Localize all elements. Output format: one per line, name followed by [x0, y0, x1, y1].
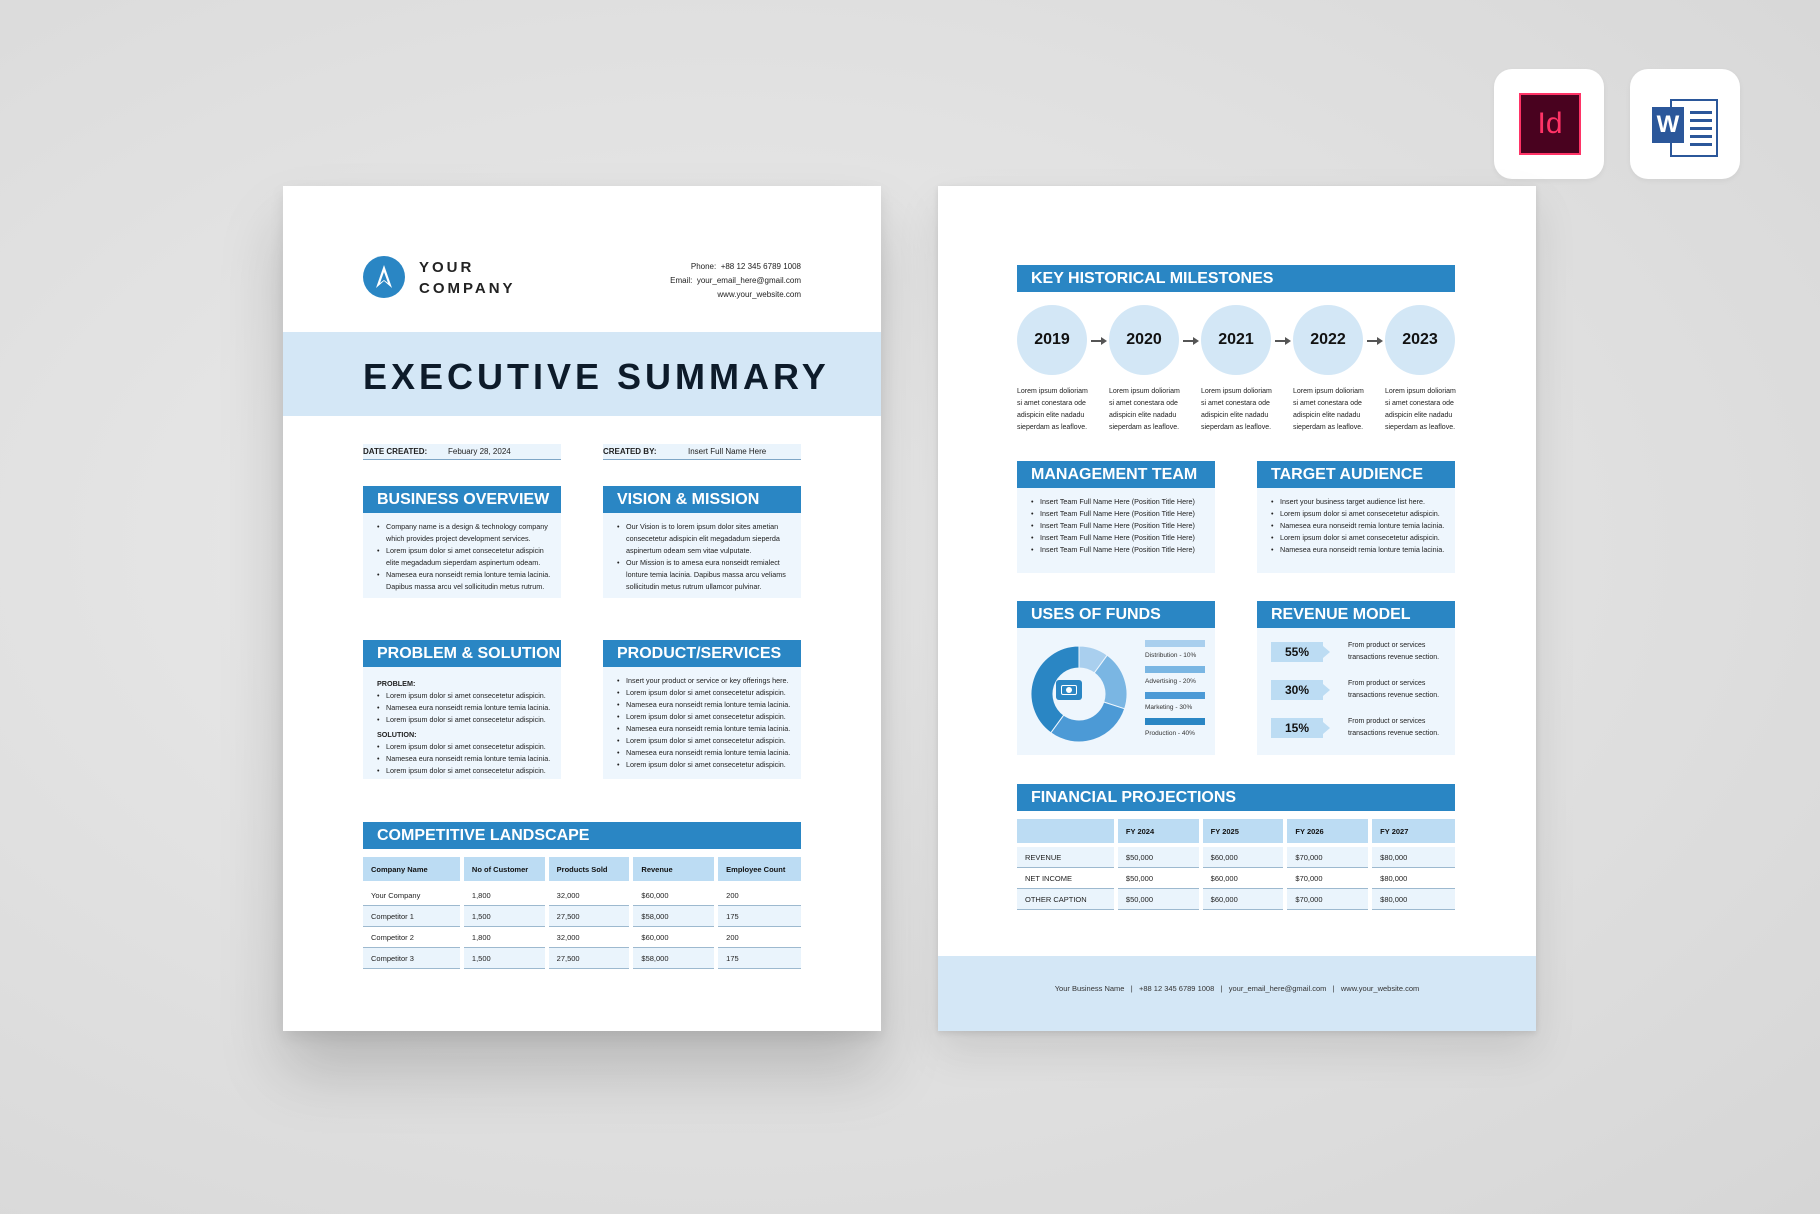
table-cell: 175 — [718, 948, 801, 969]
list-item: • Namesea eura nonseidt remia lonture temia lacinia. — [617, 747, 793, 759]
revenue-text — [1348, 678, 1448, 702]
revenue-percent-tag: 15% — [1271, 718, 1323, 738]
revenue-text-line: From product or services — [1348, 642, 1426, 649]
date-created-label: DATE CREATED: — [363, 447, 428, 456]
table-cell: 175 — [718, 906, 801, 927]
milestone-year: 2023 — [1385, 305, 1455, 375]
list-item: • Lorem ipsum dolor si amet consecetetur adispicin. — [377, 765, 553, 777]
column-header: Employee Count — [718, 857, 801, 881]
table-cell: 27,500 — [549, 906, 630, 927]
table-cell: $50,000 — [1118, 889, 1199, 910]
list-item: • Insert Team Full Name Here (Position Title Here) — [1031, 544, 1207, 556]
revenue-text-line: transactions revenue section. — [1348, 692, 1440, 699]
milestone-text — [1017, 386, 1091, 434]
funds-legend-bar — [1145, 718, 1205, 725]
milestone-year: 2019 — [1017, 305, 1087, 375]
compass-icon — [374, 264, 394, 290]
table-cell: REVENUE — [1017, 847, 1114, 868]
table-cell: 200 — [718, 927, 801, 948]
table-cell: 1,800 — [464, 927, 545, 948]
uses-of-funds-body — [1017, 628, 1215, 755]
table-cell: $60,000 — [633, 927, 714, 948]
table-cell: 1,800 — [464, 885, 545, 906]
list-item: • Company name is a design & technology company which provides project development services. — [377, 521, 551, 545]
company-name-line1: YOUR — [419, 259, 475, 276]
list-item: • Namesea eura nonseidt remia lonture temia lacinia. Dapibus massa arcu vel sollicitudin metus rutrum. — [377, 569, 551, 593]
column-header: FY 2025 — [1203, 819, 1284, 843]
milestone-text-line: Lorem ipsum dolioriam — [1017, 388, 1088, 395]
list-item: • Lorem ipsum dolor si amet consecetetur adispicin elite megadadum sieperdam aspinertum odeam. — [377, 545, 551, 569]
product-services-heading: PRODUCT/SERVICES — [603, 640, 801, 667]
table-row — [363, 885, 801, 906]
column-header: FY 2027 — [1372, 819, 1455, 843]
money-icon — [1056, 680, 1082, 700]
table-cell: $80,000 — [1372, 847, 1455, 868]
word-label: W — [1652, 107, 1684, 143]
page-details — [938, 186, 1536, 1031]
arrow-right-icon — [1183, 340, 1195, 342]
table-cell: $50,000 — [1118, 868, 1199, 889]
vision-mission-body — [603, 513, 801, 598]
milestone-text-line: si amet conestara ode — [1109, 400, 1178, 407]
milestones-heading: KEY HISTORICAL MILESTONES — [1017, 265, 1455, 292]
table-cell: $50,000 — [1118, 847, 1199, 868]
list-item: • Lorem ipsum dolor si amet consecetetur adispicin. — [617, 687, 793, 699]
table-cell: $60,000 — [1203, 868, 1284, 889]
management-team-heading: MANAGEMENT TEAM — [1017, 461, 1215, 488]
milestone-text-line: adispicin elite nadadu — [1017, 412, 1085, 419]
created-by-value: Insert Full Name Here — [688, 447, 767, 456]
list-item: • Insert your business target audience list here. — [1271, 496, 1449, 508]
column-header — [1017, 819, 1114, 843]
column-header: Products Sold — [549, 857, 630, 881]
created-by-field[interactable] — [603, 444, 801, 460]
table-cell: $70,000 — [1287, 889, 1368, 910]
list-item: • Namesea eura nonseidt remia lonture temia lacinia. — [1271, 520, 1449, 532]
funds-legend-item — [1145, 718, 1205, 744]
table-row — [1017, 847, 1455, 868]
table-cell: $58,000 — [633, 948, 714, 969]
milestone-text-line: adispicin elite nadadu — [1293, 412, 1361, 419]
footer-business-name: Your Business Name — [1054, 984, 1125, 993]
column-header: FY 2024 — [1118, 819, 1199, 843]
table-cell: OTHER CAPTION — [1017, 889, 1114, 910]
funds-legend-label: Advertising - 20% — [1145, 678, 1196, 685]
website-value: www.your_website.com — [717, 290, 801, 299]
funds-legend-bar — [1145, 666, 1205, 673]
column-header: Company Name — [363, 857, 460, 881]
target-audience-heading: TARGET AUDIENCE — [1257, 461, 1455, 488]
milestone-text — [1293, 386, 1367, 434]
list-item: • Our Vision is to lorem ipsum dolor sites ametian consecetetur adispicin elit megadadum sieperda aspinertum odeam sem vitae vulputate. — [617, 521, 791, 557]
footer-separator: | — [1130, 984, 1133, 993]
table-row — [1017, 868, 1455, 889]
table-cell: Your Company — [363, 885, 460, 906]
list-item: • Insert Team Full Name Here (Position Title Here) — [1031, 508, 1207, 520]
target-audience-body — [1257, 488, 1455, 573]
funds-legend-bar — [1145, 640, 1205, 647]
column-header: FY 2026 — [1287, 819, 1368, 843]
milestone-text-line: si amet conestara ode — [1017, 400, 1086, 407]
phone-value: +88 12 345 6789 1008 — [720, 262, 801, 271]
milestone-text-line: sieperdam as leaflove. — [1385, 424, 1456, 431]
milestone-text-line: Lorem ipsum dolioriam — [1385, 388, 1456, 395]
milestone-text-line: sieperdam as leaflove. — [1201, 424, 1272, 431]
milestone-text-line: si amet conestara ode — [1385, 400, 1454, 407]
revenue-text — [1348, 640, 1448, 664]
revenue-text-line: transactions revenue section. — [1348, 654, 1440, 661]
milestone-text-line: sieperdam as leaflove. — [1109, 424, 1180, 431]
revenue-text — [1348, 716, 1448, 740]
list-item: • Namesea eura nonseidt remia lonture temia lacinia. — [617, 723, 793, 735]
email-label: Email: — [670, 276, 693, 285]
arrow-right-icon — [1275, 340, 1287, 342]
revenue-percent-tag: 55% — [1271, 642, 1323, 662]
list-item: • Lorem ipsum dolor si amet consecetetur adispicin. — [617, 759, 793, 771]
funds-legend-item — [1145, 666, 1205, 692]
company-name — [419, 257, 516, 299]
competitive-table-wrap — [359, 857, 805, 969]
contact-block — [670, 260, 801, 302]
list-item: • Namesea eura nonseidt remia lonture temia lacinia. — [617, 699, 793, 711]
milestone-text-line: Lorem ipsum dolioriam — [1201, 388, 1272, 395]
arrow-right-icon — [1367, 340, 1379, 342]
table-cell: 32,000 — [549, 885, 630, 906]
column-header: Revenue — [633, 857, 714, 881]
milestone-year: 2020 — [1109, 305, 1179, 375]
milestone-text — [1109, 386, 1183, 434]
table-cell: 27,500 — [549, 948, 630, 969]
table-cell: NET INCOME — [1017, 868, 1114, 889]
list-item: • Our Mission is to amesa eura nonseidt remialect lonture temia lacinia. Dapibus massa arcu veliams sollicitudin metus rutrum ullamcor pulvinar. — [617, 557, 791, 593]
revenue-model-heading: REVENUE MODEL — [1257, 601, 1455, 628]
page-executive-summary — [283, 186, 881, 1031]
list-item: • Lorem ipsum dolor si amet consecetetur adispicin. — [617, 711, 793, 723]
business-overview-body — [363, 513, 561, 598]
footer-website[interactable]: www.your_website.com — [1340, 984, 1420, 993]
problem-solution-heading: PROBLEM & SOLUTION — [363, 640, 561, 667]
list-item: • Lorem ipsum dolor si amet consecetetur adispicin. — [1271, 532, 1449, 544]
funds-legend-bar — [1145, 692, 1205, 699]
funds-legend-label: Marketing - 30% — [1145, 704, 1193, 711]
milestone-text-line: adispicin elite nadadu — [1109, 412, 1177, 419]
table-row — [363, 948, 801, 969]
list-item: • Namesea eura nonseidt remia lonture temia lacinia. — [1271, 544, 1449, 556]
problem-label: PROBLEM: — [377, 679, 416, 688]
milestone-text — [1201, 386, 1275, 434]
company-logo — [363, 256, 405, 298]
competitive-landscape-heading: COMPETITIVE LANDSCAPE — [363, 822, 801, 849]
product-services-body — [603, 667, 801, 779]
footer-band — [938, 956, 1536, 1031]
table-cell: $80,000 — [1372, 868, 1455, 889]
footer-email[interactable]: your_email_here@gmail.com — [1228, 984, 1327, 993]
milestone-text-line: Lorem ipsum dolioriam — [1109, 388, 1180, 395]
list-item: • Lorem ipsum dolor si amet consecetetur adispicin. — [377, 690, 553, 702]
business-overview-heading: BUSINESS OVERVIEW — [363, 486, 561, 513]
list-item: • Lorem ipsum dolor si amet consecetetur adispicin. — [377, 714, 553, 726]
footer-separator: | — [1220, 984, 1223, 993]
date-created-value: Febuary 28, 2024 — [448, 447, 511, 456]
milestone-text-line: adispicin elite nadadu — [1385, 412, 1453, 419]
table-cell: Competitor 1 — [363, 906, 460, 927]
milestone-text-line: Lorem ipsum dolioriam — [1293, 388, 1364, 395]
revenue-model-body — [1257, 628, 1455, 755]
arrow-right-icon — [1091, 340, 1103, 342]
list-item: • Namesea eura nonseidt remia lonture temia lacinia. — [377, 753, 553, 765]
table-cell: $60,000 — [1203, 847, 1284, 868]
list-item: • Lorem ipsum dolor si amet consecetetur adispicin. — [377, 741, 553, 753]
list-item: • Insert your product or service or key offerings here. — [617, 675, 793, 687]
footer-separator: | — [1332, 984, 1335, 993]
table-cell: 32,000 — [549, 927, 630, 948]
phone-label: Phone: — [690, 262, 717, 271]
financial-table — [1013, 819, 1459, 910]
table-cell: $58,000 — [633, 906, 714, 927]
management-team-body — [1017, 488, 1215, 573]
company-name-line2: COMPANY — [419, 280, 516, 297]
table-cell: 1,500 — [464, 948, 545, 969]
table-row — [363, 927, 801, 948]
table-row — [1017, 889, 1455, 910]
milestone-text-line: si amet conestara ode — [1293, 400, 1362, 407]
funds-legend — [1145, 640, 1205, 744]
list-item: • Insert Team Full Name Here (Position Title Here) — [1031, 520, 1207, 532]
email-value: your_email_here@gmail.com — [696, 276, 801, 285]
financial-projections-heading: FINANCIAL PROJECTIONS — [1017, 784, 1455, 811]
revenue-text-line: From product or services — [1348, 680, 1426, 687]
table-cell: $60,000 — [633, 885, 714, 906]
funds-legend-item — [1145, 692, 1205, 718]
column-header: No of Customer — [464, 857, 545, 881]
created-by-label: CREATED BY: — [603, 447, 657, 456]
milestone-text — [1385, 386, 1459, 434]
milestone-year: 2021 — [1201, 305, 1271, 375]
footer — [938, 984, 1536, 993]
milestone-text-line: adispicin elite nadadu — [1201, 412, 1269, 419]
milestone-text-line: si amet conestara ode — [1201, 400, 1270, 407]
funds-legend-label: Production - 40% — [1145, 730, 1195, 737]
list-item: • Insert Team Full Name Here (Position Title Here) — [1031, 532, 1207, 544]
table-cell: $70,000 — [1287, 868, 1368, 889]
uses-of-funds-heading: USES OF FUNDS — [1017, 601, 1215, 628]
table-cell: $70,000 — [1287, 847, 1368, 868]
milestone-year: 2022 — [1293, 305, 1363, 375]
table-row — [363, 906, 801, 927]
funds-legend-item — [1145, 640, 1205, 666]
revenue-text-line: transactions revenue section. — [1348, 730, 1440, 737]
list-item: • Insert Team Full Name Here (Position Title Here) — [1031, 496, 1207, 508]
table-cell: Competitor 2 — [363, 927, 460, 948]
table-cell: Competitor 3 — [363, 948, 460, 969]
revenue-text-line: From product or services — [1348, 718, 1426, 725]
list-item: • Lorem ipsum dolor si amet consecetetur adispicin. — [617, 735, 793, 747]
solution-label: SOLUTION: — [377, 730, 417, 739]
word-app-icon[interactable] — [1630, 69, 1740, 179]
competitive-table — [359, 857, 805, 969]
list-item: • Lorem ipsum dolor si amet consecetetur adispicin. — [1271, 508, 1449, 520]
page-title: EXECUTIVE SUMMARY — [363, 356, 830, 397]
vision-mission-heading: VISION & MISSION — [603, 486, 801, 513]
milestone-text-line: sieperdam as leaflove. — [1017, 424, 1088, 431]
table-cell: 1,500 — [464, 906, 545, 927]
list-item: • Namesea eura nonseidt remia lonture temia lacinia. — [377, 702, 553, 714]
funds-legend-label: Distribution - 10% — [1145, 652, 1197, 659]
financial-table-wrap — [1013, 819, 1459, 910]
table-cell: 200 — [718, 885, 801, 906]
indesign-label: Id — [1537, 107, 1563, 140]
revenue-percent-tag: 30% — [1271, 680, 1323, 700]
table-cell: $60,000 — [1203, 889, 1284, 910]
problem-solution-body — [363, 667, 561, 779]
donut-slice — [1051, 702, 1125, 742]
indesign-app-icon[interactable] — [1494, 69, 1604, 179]
footer-phone: +88 12 345 6789 1008 — [1138, 984, 1215, 993]
milestone-text-line: sieperdam as leaflove. — [1293, 424, 1364, 431]
table-cell: $80,000 — [1372, 889, 1455, 910]
date-created-field[interactable] — [363, 444, 561, 460]
